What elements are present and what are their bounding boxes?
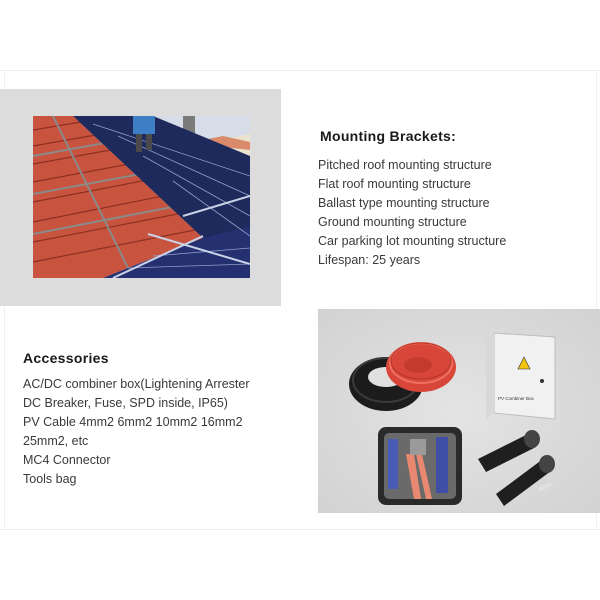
pv-combiner-box [486, 333, 555, 419]
list-item: 25mm2, etc [23, 434, 89, 448]
tools-bag [378, 427, 462, 505]
list-item: PV Cable 4mm2 6mm2 10mm2 16mm2 [23, 415, 243, 429]
svg-text:PV Combiner Box: PV Combiner Box [498, 396, 534, 401]
accessories-list [23, 375, 250, 489]
rooftop-solar-photo [33, 116, 250, 278]
list-item: MC4 Connector [23, 453, 111, 467]
list-item: Car parking lot mounting structure [318, 234, 507, 248]
list-item: DC Breaker, Fuse, SPD inside, IP65) [23, 396, 228, 410]
list-item: AC/DC combiner box(Lightening Arrester [23, 377, 250, 391]
mounting-brackets-title: Mounting Brackets: [320, 128, 457, 144]
list-item: Tools bag [23, 472, 77, 486]
list-item: Flat roof mounting structure [318, 177, 471, 191]
accessories-image-panel [318, 309, 600, 513]
list-item: Ballast type mounting structure [318, 196, 490, 210]
list-item: Ground mounting structure [318, 215, 467, 229]
mounting-brackets-list [318, 156, 506, 270]
red-cable-coil [386, 342, 456, 392]
list-item: Lifespan: 25 years [318, 253, 421, 267]
list-item: Pitched roof mounting structure [318, 158, 492, 172]
accessories-title: Accessories [23, 350, 109, 366]
